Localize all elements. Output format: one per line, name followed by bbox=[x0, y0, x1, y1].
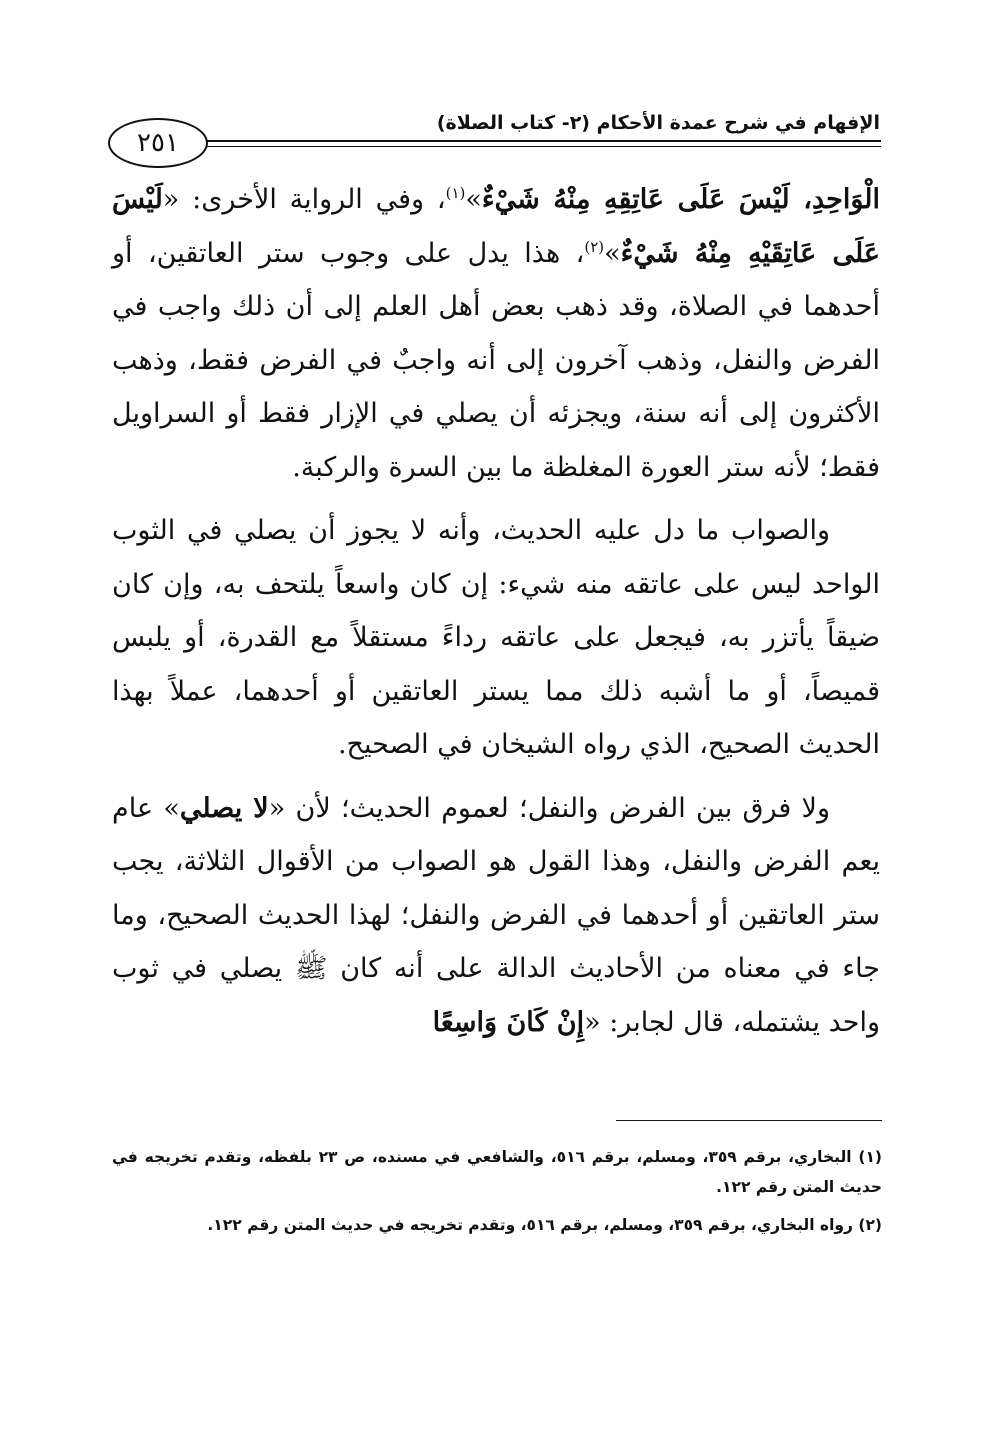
running-title: الإفهام في شرح عمدة الأحكام (٢- كتاب الصلاة) bbox=[436, 112, 880, 134]
footnote-ref-2[interactable]: (٢) bbox=[584, 237, 605, 256]
hadith-quote: لَيْسَ عَلَى عَاتِقَيْهِ مِنْهُ شَيْءٌ bbox=[112, 184, 881, 269]
header-rule-bottom bbox=[198, 146, 881, 147]
hadith-quote: الْوَاحِدِ، لَيْسَ عَلَى عَاتِقِهِ مِنْهُ شَيْءٌ bbox=[481, 184, 880, 215]
paragraph-text: ولا فرق بين الفرض والنفل؛ لعموم الحديث؛ لأن « bbox=[268, 792, 830, 824]
footnote-ref-1[interactable]: (١) bbox=[445, 184, 466, 202]
footnote-2: (٢) رواه البخاري، برقم ٣٥٩، ومسلم، برقم ٥١٦، وتقدم تخريجه في حديث المتن رقم ١٢٢. bbox=[207, 1216, 882, 1234]
paragraph-text: ، هذا يدل على وجوب ستر العاتقين، أو أحدهما في الصلاة، وقد ذهب بعض أهل العلم إلى أن ذلك واجب في الفرض والنفل، وذهب آخرون إلى أنه واجبٌ في الفرض فقط، وذهب الأكثرون إلى أنه سنة، ويجزئه أن يصلي في الإزار فقط أو السراويل فقط؛ لأنه ستر العورة المغلظة ما بين السرة والركبة. bbox=[112, 237, 880, 483]
paragraph-text: ، وفي الرواية الأخرى: « bbox=[162, 184, 446, 215]
paragraph-text: » عام يعم الفرض والنفل، وهذا القول هو الصواب من الأقوال الثلاثة، يجب ستر العاتقين أو أحدهما في الفرض والنفل؛ لهذا الحديث الصحيح، وما جاء في معناه من الأحاديث الدالة على أنه كان ﷺ يصلي في ثوب واحد يشتمله، قال لجابر: « bbox=[112, 792, 880, 1038]
page-number: ٢٥١ bbox=[137, 128, 179, 158]
quote-mark: » bbox=[465, 184, 482, 215]
paragraph-3 bbox=[112, 782, 880, 1050]
paragraph-1 bbox=[112, 173, 880, 494]
header-rule-top bbox=[198, 140, 881, 142]
paragraph-2: والصواب ما دل عليه الحديث، وأنه لا يجوز أن يصلي في الثوب الواحد ليس على عاتقه منه شيء: إن كان واسعاً يلتحف به، وإن كان ضيقاً يأتزر به، فيجعل على عاتقه رداءً مستقلاً مع القدرة، أو يلبس قميصاً، أو ما أشبه ذلك مما يستر العاتقين أو أحدهما، عملاً بهذا الحديث الصحيح، الذي رواه الشيخان في الصحيح. bbox=[112, 515, 880, 760]
footnotes bbox=[112, 1142, 882, 1248]
hadith-quote: إِنْ كَانَ وَاسِعًا bbox=[432, 1006, 585, 1038]
quote-mark: » bbox=[604, 237, 621, 269]
main-text bbox=[112, 173, 880, 1059]
page-number-oval bbox=[108, 118, 208, 168]
footnote-separator bbox=[616, 1120, 882, 1121]
hadith-quote: لا يصلي bbox=[179, 792, 269, 824]
footnote-1: (١) البخاري، برقم ٣٥٩، ومسلم، برقم ٥١٦، والشافعي في مسنده، ص ٢٣ بلفظه، وتقدم تخريجه في حديث المتن رقم ١٢٢. bbox=[112, 1148, 883, 1196]
